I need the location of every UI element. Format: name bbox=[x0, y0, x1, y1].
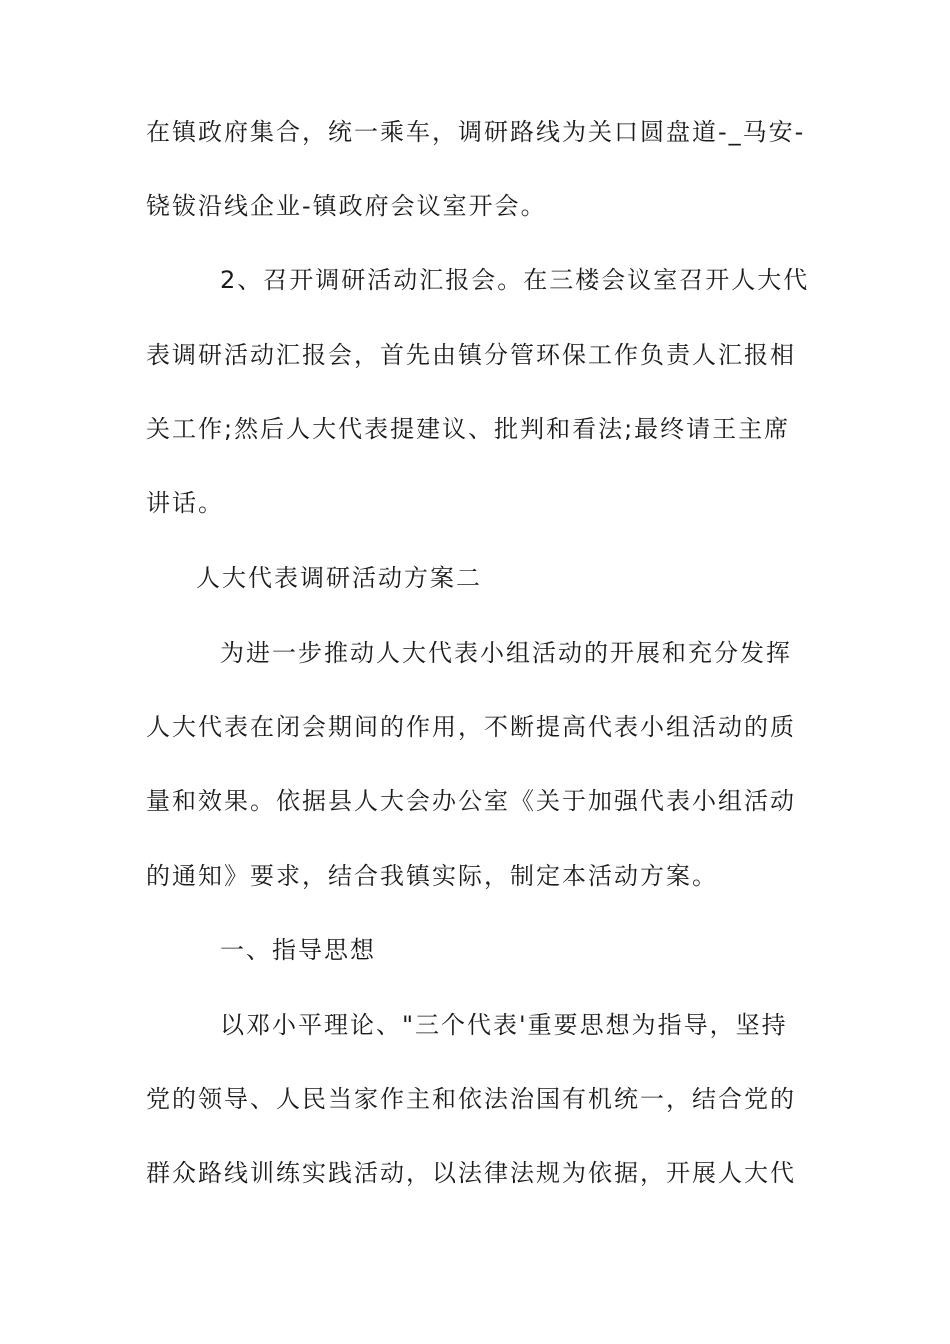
subsection-heading: 一、指导思想 bbox=[220, 936, 376, 964]
text-line-3: 2、召开调研活动汇报会。在三楼会议室召开人大代 bbox=[220, 266, 810, 294]
text-line-1: 在镇政府集合，统一乘车，调研路线为关口圆盘道-_马安- bbox=[146, 118, 806, 146]
text-line-13: 以邓小平理论、"三个代表'重要思想为指导，坚持 bbox=[220, 1011, 788, 1039]
text-line-10: 量和效果。依据县人大会办公室《关于加强代表小组活动 bbox=[146, 787, 796, 815]
text-line-8: 为进一步推动人大代表小组活动的开展和充分发挥 bbox=[220, 639, 792, 667]
text-line-4: 表调研活动汇报会，首先由镇分管环保工作负责人汇报相 bbox=[146, 341, 796, 369]
text-line-9: 人大代表在闭会期间的作用，不断提高代表小组活动的质 bbox=[146, 713, 796, 741]
text-line-14: 党的领导、人民当家作主和依法治国有机统一，结合党的 bbox=[146, 1085, 796, 1113]
text-line-15: 群众路线训练实践活动，以法律法规为依据，开展人大代 bbox=[146, 1159, 796, 1187]
section-heading: 人大代表调研活动方案二 bbox=[196, 564, 482, 592]
text-line-5: 关工作;然后人大代表提建议、批判和看法;最终请王主席 bbox=[146, 415, 791, 443]
text-line-2: 铙钹沿线企业-镇政府会议室开会。 bbox=[146, 192, 547, 220]
text-line-6: 讲话。 bbox=[146, 489, 224, 517]
text-line-11: 的通知》要求，结合我镇实际，制定本活动方案。 bbox=[146, 862, 718, 890]
